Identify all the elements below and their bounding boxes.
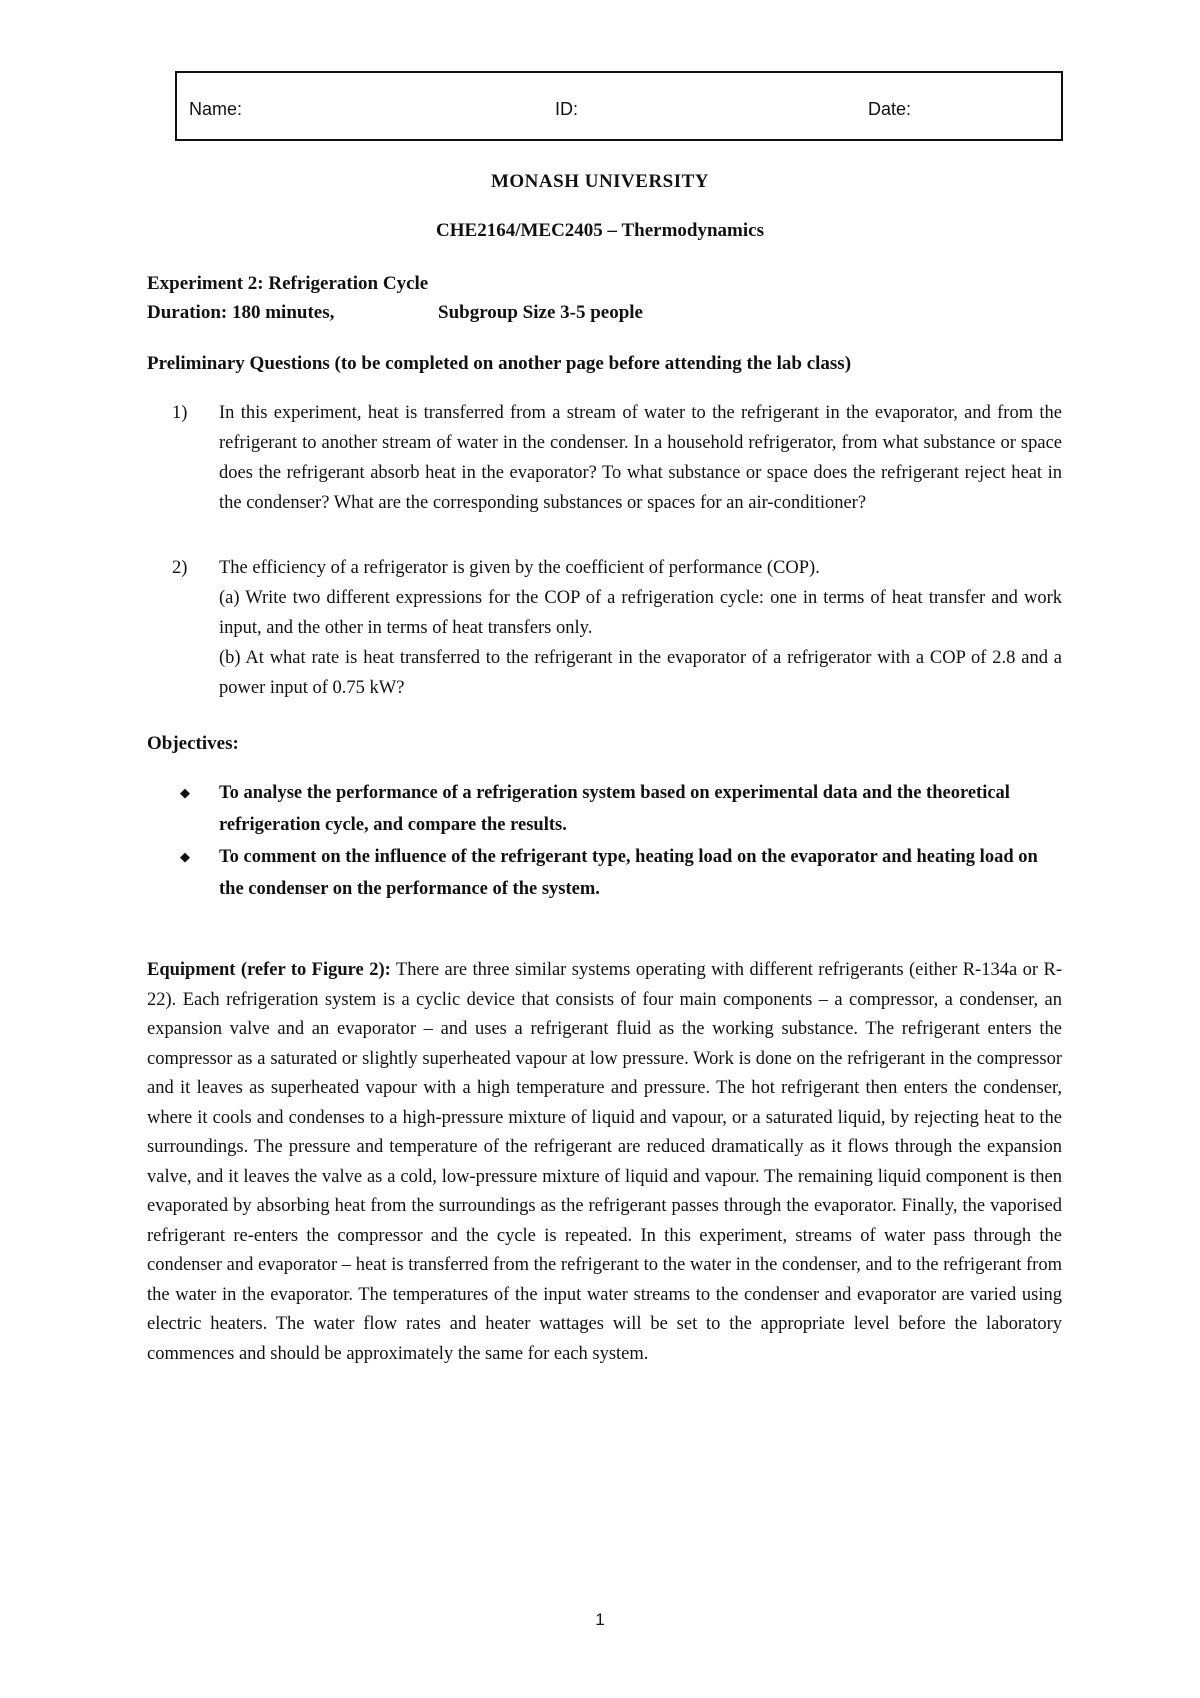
equipment-heading: Equipment (refer to Figure 2):: [147, 960, 391, 980]
objective-text: To comment on the influence of the refrigerant type, heating load on the evaporator and heating load on the condenser on the performance of the system.: [219, 847, 1038, 899]
objective-text: To analyse the performance of a refrigeration system based on experimental data and the theoretical refrigeration cycle, and compare the results.: [219, 783, 1010, 835]
experiment-title: Experiment 2: Refrigeration Cycle: [147, 273, 429, 294]
question-text: In this experiment, heat is transferred from a stream of water to the refrigerant in the evaporator, and from the refrigerant to another stream of water in the condenser. In a household refrigerator, from what substance or space does the refrigerant absorb heat in the evaporator? To what substance or space does the refrigerant reject heat in the condenser? What are the corresponding substances or spaces for an air-conditioner?: [219, 403, 1062, 513]
equipment-paragraph: [147, 956, 1062, 1369]
id-label: ID:: [555, 99, 579, 119]
objective-item: [147, 841, 1062, 905]
subgroup-size: Subgroup Size 3-5 people: [438, 302, 643, 323]
objectives-heading: Objectives:: [147, 733, 239, 754]
question-number: 2): [172, 558, 188, 578]
university-title: MONASH UNIVERSITY: [490, 171, 710, 192]
question-text: The efficiency of a refrigerator is given by the coefficient of performance (COP).: [219, 558, 820, 578]
question-2: [147, 553, 1062, 703]
duration-label: Duration: 180 minutes,: [147, 302, 335, 323]
course-title: CHE2164/MEC2405 – Thermodynamics: [436, 220, 764, 241]
equipment-text: There are three similar systems operating with different refrigerants (either R-134a or R-22). Each refrigeration system is a cyclic device that consists of four main components – a compressor, a condenser, an expansion valve and an evaporator – and uses a refrigerant fluid as the working substance. The refrigerant enters the compressor as a saturated or slightly superheated vapour at low pressure. Work is done on the refrigerant in the compressor and it leaves as superheated vapour with a high temperature and pressure. The hot refrigerant then enters the condenser, where it cools and condenses to a high-pressure mixture of liquid and vapour, or a saturated liquid, by rejecting heat to the surroundings. The pressure and temperature of the refrigerant are reduced dramatically as it flows through the expansion valve, and it leaves the valve as a cold, low-pressure mixture of liquid and vapour. The remaining liquid component is then evaporated by absorbing heat from the surroundings as the refrigerant passes through the evaporator. Finally, the vaporised refrigerant re-enters the compressor and the cycle is repeated. In this experiment, streams of water pass through the condenser and evaporator – heat is transferred from the refrigerant to the water in the condenser, and to the refrigerant from the water in the evaporator. The temperatures of the input water streams to the condenser and evaporator are varied using electric heaters. The water flow rates and heater wattages will be set to the appropriate level before the laboratory commences and should be approximately the same for each system.: [147, 960, 1062, 1364]
question-part-b: (b) At what rate is heat transferred to the refrigerant in the evaporator of a refrigerator with a COP of 2.8 and a power input of 0.75 kW?: [219, 648, 1062, 698]
objective-item: [147, 777, 1062, 841]
question-part-a: (a) Write two different expressions for the COP of a refrigeration cycle: one in terms of heat transfer and work input, and the other in terms of heat transfers only.: [219, 588, 1062, 638]
question-1: [147, 398, 1062, 518]
diamond-bullet-icon: ◆: [180, 785, 190, 800]
student-info-box: [175, 71, 1063, 141]
duration-line: [147, 302, 643, 324]
name-label: Name:: [189, 99, 243, 119]
preliminary-heading: Preliminary Questions (to be completed on another page before attending the lab class): [147, 353, 852, 374]
page-number: 1: [595, 1610, 605, 1629]
question-body: [219, 553, 1062, 703]
question-number: 1): [172, 403, 188, 423]
date-label: Date:: [868, 99, 912, 119]
diamond-bullet-icon: ◆: [180, 849, 190, 864]
